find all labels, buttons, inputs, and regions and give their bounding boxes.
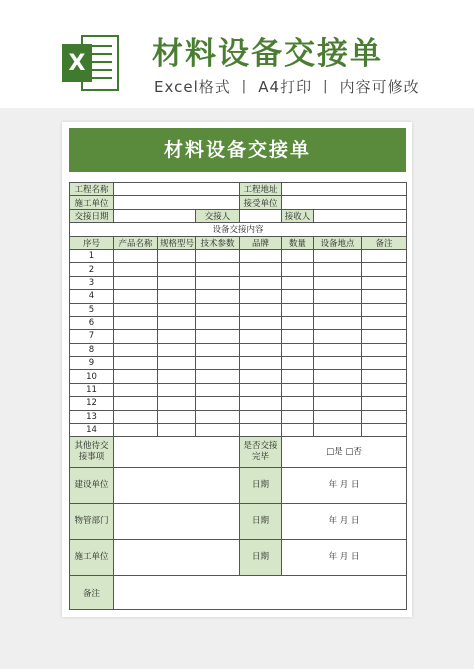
row-number: 11 xyxy=(70,383,114,396)
table-cell[interactable] xyxy=(362,370,407,383)
table-cell[interactable] xyxy=(282,370,314,383)
table-cell[interactable] xyxy=(314,330,362,343)
col-header-remarks: 备注 xyxy=(362,236,407,249)
table-cell[interactable] xyxy=(196,397,240,410)
pending-row xyxy=(70,437,407,468)
table-cell[interactable] xyxy=(362,290,407,303)
table-cell[interactable] xyxy=(314,290,362,303)
table-row xyxy=(70,424,407,437)
project-address-label: 工程地址 xyxy=(240,183,282,196)
row-number: 7 xyxy=(70,330,114,343)
table-cell[interactable] xyxy=(114,357,158,370)
table-row xyxy=(70,397,407,410)
table-cell[interactable] xyxy=(158,276,196,289)
col-header-location: 设备地点 xyxy=(314,236,362,249)
table-cell[interactable] xyxy=(282,330,314,343)
table-row xyxy=(70,316,407,329)
table-cell[interactable] xyxy=(314,370,362,383)
table-cell[interactable] xyxy=(114,330,158,343)
table-cell[interactable] xyxy=(314,410,362,423)
col-header-model: 规格型号 xyxy=(158,236,196,249)
receiving-unit-field[interactable] xyxy=(282,196,407,209)
handover-complete-label: 是否交接完毕 xyxy=(240,437,282,468)
col-header-specs: 技术参数 xyxy=(196,236,240,249)
table-cell[interactable] xyxy=(240,397,282,410)
table-row xyxy=(70,276,407,289)
table-cell[interactable] xyxy=(314,303,362,316)
table-cell[interactable] xyxy=(240,276,282,289)
table-row xyxy=(70,370,407,383)
table-cell[interactable] xyxy=(158,397,196,410)
signoff-construction-date[interactable]: 年 月 日 xyxy=(282,468,407,504)
table-row xyxy=(70,343,407,356)
table-cell[interactable] xyxy=(158,383,196,396)
table-cell[interactable] xyxy=(362,330,407,343)
table-row xyxy=(70,383,407,396)
table-cell[interactable] xyxy=(196,370,240,383)
table-cell[interactable] xyxy=(282,343,314,356)
top-banner xyxy=(0,0,474,108)
table-cell[interactable] xyxy=(114,383,158,396)
equipment-rows xyxy=(70,249,407,436)
table-cell[interactable] xyxy=(196,424,240,437)
table-cell[interactable] xyxy=(362,276,407,289)
table-cell[interactable] xyxy=(314,276,362,289)
row-number: 6 xyxy=(70,316,114,329)
table-cell[interactable] xyxy=(158,370,196,383)
table-cell[interactable] xyxy=(240,343,282,356)
signoff-property-date-label: 日期 xyxy=(240,504,282,540)
table-cell[interactable] xyxy=(314,357,362,370)
table-cell[interactable] xyxy=(282,276,314,289)
construction-unit-field[interactable] xyxy=(114,196,240,209)
table-cell[interactable] xyxy=(114,397,158,410)
table-cell[interactable] xyxy=(114,316,158,329)
signoff-row xyxy=(70,504,407,540)
table-cell[interactable] xyxy=(240,357,282,370)
table-cell[interactable] xyxy=(282,397,314,410)
notes-field[interactable] xyxy=(114,576,407,610)
table-cell[interactable] xyxy=(314,424,362,437)
signoff-property-date[interactable]: 年 月 日 xyxy=(282,504,407,540)
table-cell[interactable] xyxy=(314,263,362,276)
table-cell[interactable] xyxy=(196,290,240,303)
section-title: 设备交接内容 xyxy=(70,223,407,236)
signoff-contractor-label: 施工单位 xyxy=(70,540,114,576)
table-cell[interactable] xyxy=(240,424,282,437)
handover-complete-checkboxes[interactable]: □是 □否 xyxy=(282,437,407,468)
receiver-label: 接收人 xyxy=(282,209,314,222)
table-cell[interactable] xyxy=(114,303,158,316)
section-title-row xyxy=(70,223,407,236)
table-cell[interactable] xyxy=(158,424,196,437)
project-address-field[interactable] xyxy=(282,183,407,196)
table-cell[interactable] xyxy=(362,424,407,437)
signoff-property-label: 物管部门 xyxy=(70,504,114,540)
table-cell[interactable] xyxy=(196,383,240,396)
signoff-row xyxy=(70,540,407,576)
table-cell[interactable] xyxy=(196,343,240,356)
page-title: 材料设备交接单 xyxy=(152,36,383,72)
document-title: 材料设备交接单 xyxy=(69,128,406,172)
signoff-construction-label: 建设单位 xyxy=(70,468,114,504)
row-number: 14 xyxy=(70,424,114,437)
table-row xyxy=(70,263,407,276)
signoff-contractor-date[interactable]: 年 月 日 xyxy=(282,540,407,576)
table-cell[interactable] xyxy=(114,249,158,262)
table-cell[interactable] xyxy=(240,290,282,303)
row-number: 1 xyxy=(70,249,114,262)
handover-form xyxy=(69,182,407,610)
signoff-row xyxy=(70,468,407,504)
table-row xyxy=(70,357,407,370)
info-row xyxy=(70,183,407,196)
handover-date-field[interactable] xyxy=(114,209,196,222)
table-cell[interactable] xyxy=(282,316,314,329)
table-cell[interactable] xyxy=(114,343,158,356)
table-cell[interactable] xyxy=(196,357,240,370)
project-name-field[interactable] xyxy=(114,183,240,196)
handover-date-label: 交接日期 xyxy=(70,209,114,222)
table-cell[interactable] xyxy=(282,410,314,423)
table-cell[interactable] xyxy=(158,316,196,329)
row-number: 10 xyxy=(70,370,114,383)
table-cell[interactable] xyxy=(282,383,314,396)
table-cell[interactable] xyxy=(158,330,196,343)
signoff-construction-date-label: 日期 xyxy=(240,468,282,504)
row-number: 5 xyxy=(70,303,114,316)
row-number: 4 xyxy=(70,290,114,303)
signoff-construction-field[interactable] xyxy=(114,468,240,504)
signoff-property-field[interactable] xyxy=(114,504,240,540)
table-cell[interactable] xyxy=(158,357,196,370)
table-cell[interactable] xyxy=(196,410,240,423)
table-cell[interactable] xyxy=(114,276,158,289)
notes-row xyxy=(70,576,407,610)
row-number: 13 xyxy=(70,410,114,423)
row-number: 9 xyxy=(70,357,114,370)
table-cell[interactable] xyxy=(314,249,362,262)
table-cell[interactable] xyxy=(362,303,407,316)
table-cell[interactable] xyxy=(314,383,362,396)
row-number: 8 xyxy=(70,343,114,356)
col-header-index: 序号 xyxy=(70,236,114,249)
table-cell[interactable] xyxy=(362,410,407,423)
table-cell[interactable] xyxy=(240,303,282,316)
table-cell[interactable] xyxy=(282,303,314,316)
table-cell[interactable] xyxy=(158,290,196,303)
giver-field[interactable] xyxy=(240,209,282,222)
table-cell[interactable] xyxy=(114,424,158,437)
table-cell[interactable] xyxy=(196,330,240,343)
signoff-contractor-date-label: 日期 xyxy=(240,540,282,576)
table-cell[interactable] xyxy=(240,263,282,276)
table-cell[interactable] xyxy=(362,383,407,396)
column-header-row xyxy=(70,236,407,249)
table-cell[interactable] xyxy=(114,410,158,423)
table-cell[interactable] xyxy=(362,249,407,262)
row-number: 3 xyxy=(70,276,114,289)
table-cell[interactable] xyxy=(362,397,407,410)
table-cell[interactable] xyxy=(240,383,282,396)
col-header-brand: 品牌 xyxy=(240,236,282,249)
table-cell[interactable] xyxy=(158,263,196,276)
receiving-unit-label: 接受单位 xyxy=(240,196,282,209)
table-cell[interactable] xyxy=(314,343,362,356)
table-cell[interactable] xyxy=(362,357,407,370)
table-cell[interactable] xyxy=(362,343,407,356)
table-cell[interactable] xyxy=(314,316,362,329)
signoff-contractor-field[interactable] xyxy=(114,540,240,576)
pending-items-field[interactable] xyxy=(114,437,240,468)
table-row xyxy=(70,303,407,316)
table-row xyxy=(70,290,407,303)
table-cell[interactable] xyxy=(196,249,240,262)
excel-icon xyxy=(60,30,122,96)
table-cell[interactable] xyxy=(240,370,282,383)
excel-letter: X xyxy=(68,51,86,76)
construction-unit-label: 施工单位 xyxy=(70,196,114,209)
giver-label: 交接人 xyxy=(196,209,240,222)
table-cell[interactable] xyxy=(158,303,196,316)
handover-row xyxy=(70,209,407,222)
row-number: 12 xyxy=(70,397,114,410)
table-cell[interactable] xyxy=(158,249,196,262)
notes-label: 备注 xyxy=(70,576,114,610)
table-cell[interactable] xyxy=(362,263,407,276)
table-cell[interactable] xyxy=(196,316,240,329)
table-cell[interactable] xyxy=(282,424,314,437)
row-number: 2 xyxy=(70,263,114,276)
pending-items-label: 其他待交接事项 xyxy=(70,437,114,468)
table-cell[interactable] xyxy=(282,249,314,262)
table-cell[interactable] xyxy=(196,276,240,289)
project-name-label: 工程名称 xyxy=(70,183,114,196)
table-cell[interactable] xyxy=(240,316,282,329)
table-cell[interactable] xyxy=(362,316,407,329)
table-row xyxy=(70,410,407,423)
col-header-quantity: 数量 xyxy=(282,236,314,249)
table-cell[interactable] xyxy=(114,290,158,303)
table-row xyxy=(70,249,407,262)
table-cell[interactable] xyxy=(282,263,314,276)
table-cell[interactable] xyxy=(240,249,282,262)
table-cell[interactable] xyxy=(240,410,282,423)
table-row xyxy=(70,330,407,343)
table-cell[interactable] xyxy=(114,263,158,276)
col-header-product: 产品名称 xyxy=(114,236,158,249)
table-cell[interactable] xyxy=(240,330,282,343)
table-cell[interactable] xyxy=(196,303,240,316)
table-cell[interactable] xyxy=(314,397,362,410)
table-cell[interactable] xyxy=(158,410,196,423)
page-subtitle: Excel格式 丨 A4打印 丨 内容可修改 xyxy=(154,78,420,96)
info-row xyxy=(70,196,407,209)
table-cell[interactable] xyxy=(158,343,196,356)
receiver-field[interactable] xyxy=(314,209,407,222)
table-cell[interactable] xyxy=(196,263,240,276)
table-cell[interactable] xyxy=(114,370,158,383)
table-cell[interactable] xyxy=(282,357,314,370)
table-cell[interactable] xyxy=(282,290,314,303)
